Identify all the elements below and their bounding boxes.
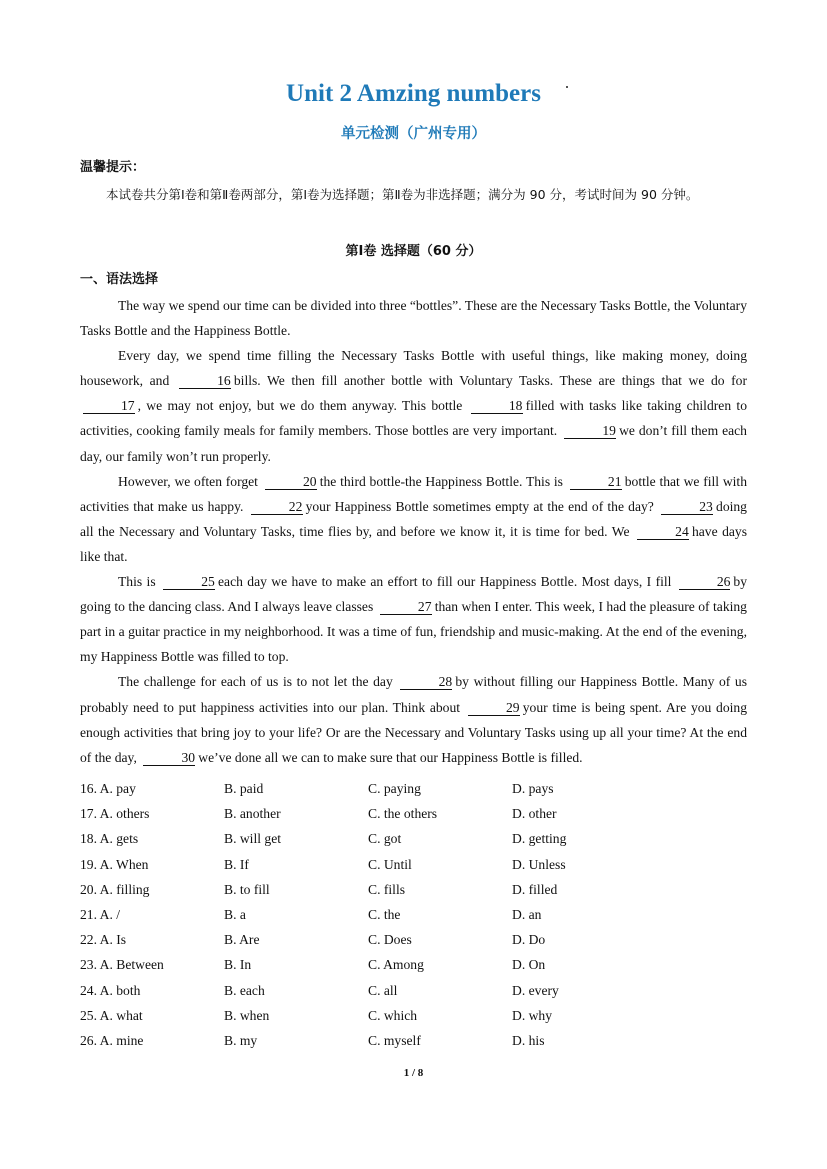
option-d: D. other [512,806,557,822]
paragraph-1: The way we spend our time can be divided into three “bottles”. These are the Necessary Tasks Bottle, the Voluntary Tasks Bottle and the Happiness Bottle. [80,298,747,339]
blank-19: 19 [564,423,616,439]
option-a: 21. A. / [80,906,121,922]
option-c: C. got [368,831,402,847]
blank-29: 29 [468,700,520,716]
text-segment: by without filling our Happiness Bottle. Many of us probably need to put happiness activities into our plan. Think about [80,674,748,715]
exam-notice: 本试卷共分第Ⅰ卷和第Ⅱ卷两部分，第Ⅰ卷为选择题；第Ⅱ卷为非选择题；满分为 90 分，考试时间为 90 分钟。 [106,187,699,202]
option-c: C. Among [368,957,424,973]
option-row-23 [80,952,747,977]
blank-22: 22 [251,499,303,515]
option-a: 22. A. Is [80,932,127,948]
text-segment: your Happiness Bottle sometimes empty at the end of the day? [305,498,654,514]
blank-28: 28 [400,674,452,690]
text-segment: However, we often forget [118,473,258,489]
option-row-22 [80,927,747,952]
text-segment: , we may not enjoy, but we do them anyway. This bottle [137,398,463,414]
option-d: D. every [512,982,559,998]
option-a: 23. A. Between [80,957,164,973]
blank-24: 24 [637,524,689,540]
option-d: D. filled [512,881,558,897]
reading-passage [80,293,747,770]
option-d: D. why [512,1007,553,1023]
option-b: B. If [224,856,249,872]
option-b: B. when [224,1007,270,1023]
option-b: B. to fill [224,881,270,897]
text-segment: than when I enter. This week, I had the pleasure of taking part in a guitar practice in my neighborhood. It was a time of fun, friendship and music-making. At the end of the evening, my Happiness Bottle was filled to top. [80,599,747,665]
option-row-18 [80,826,747,851]
text-segment: have days like that. [80,523,747,564]
text-segment: your time is being spent. Are you doing enough activities that bring joy to your life? Or are the Necessary and Voluntary Tasks using up all your time? At the end of the day, [80,699,747,765]
paragraph-3 [80,469,747,569]
blank-18: 18 [471,398,523,414]
blank-25: 25 [163,574,215,590]
text-segment: bottle that we fill with activities that make us happy. [80,473,747,514]
document-subtitle: 单元检测（广州专用） [341,126,486,142]
document-title: Unit 2 Amzing numbers [286,80,541,107]
blank-23: 23 [661,499,713,515]
blank-20: 20 [265,474,317,490]
page-number: 1 / 8 [403,1067,424,1079]
option-b: B. Are [224,932,260,948]
text-segment: each day we have to make an effort to fill our Happiness Bottle. Most days, I fill [218,574,672,590]
option-row-16 [80,776,747,801]
option-row-24 [80,978,747,1003]
option-c: C. fills [368,881,406,897]
option-c: C. Does [368,932,412,948]
option-b: B. a [224,906,246,922]
blank-21: 21 [570,474,622,490]
option-row-17 [80,801,747,826]
option-row-20 [80,877,747,902]
option-a: 18. A. gets [80,831,139,847]
option-b: B. each [224,982,265,998]
option-c: C. all [368,982,398,998]
text-segment: the third bottle-the Happiness Bottle. This is [319,473,563,489]
option-b: B. paid [224,781,264,796]
option-d: D. an [512,906,542,922]
option-d: D. On [512,957,546,973]
blank-30: 30 [143,750,195,766]
option-b: B. another [224,806,281,822]
option-c: C. paying [368,781,421,796]
part-title: 第Ⅰ卷 选择题（60 分） [345,244,482,259]
blank-26: 26 [679,574,731,590]
blank-16: 16 [179,373,231,389]
paragraph-4 [80,569,747,669]
option-a: 16. A. pay [80,781,136,796]
option-c: C. myself [368,1032,421,1048]
option-c: C. Until [368,856,412,872]
section-title: 一、语法选择 [80,272,159,287]
text-segment: filled with tasks like taking children to activities, cooking family meals for family members. Those bottles are very important. [80,398,747,439]
option-a: 17. A. others [80,806,150,822]
option-b: B. will get [224,831,282,847]
option-a: 24. A. both [80,982,141,998]
option-c: C. the [368,906,401,922]
tip-label: 温馨提示： [80,160,146,175]
text-segment: bills. We then fill another bottle with Voluntary Tasks. These are things that we do for [233,373,747,389]
blank-27: 27 [380,599,432,615]
option-d: D. his [512,1032,545,1048]
option-d: D. Do [512,932,546,948]
text-segment: we don’t fill them each day, our family won’t run properly. [80,423,747,464]
blank-17: 17 [83,398,135,414]
option-row-25 [80,1003,747,1028]
option-row-26 [80,1028,747,1053]
option-c: C. the others [368,806,438,822]
answer-options [80,776,747,1053]
option-b: B. my [224,1032,258,1048]
option-a: 25. A. what [80,1007,143,1023]
option-d: D. pays [512,781,554,796]
text-segment: The challenge for each of us is to not let the day [118,674,393,690]
option-row-21 [80,902,747,927]
text-segment: by going to the dancing class. And I always leave classes [80,574,747,615]
option-d: D. getting [512,831,567,847]
text-segment: doing all the Necessary and Voluntary Tasks, time flies by, and before we know it, it is time for bed. We [80,498,747,539]
text-segment: Every day, we spend time filling the Necessary Tasks Bottle with useful things, like making money, doing housework, and [80,348,747,389]
option-a: 26. A. mine [80,1032,144,1048]
option-b: B. In [224,957,252,973]
paragraph-2 [80,343,747,468]
option-a: 20. A. filling [80,881,150,897]
text-segment: This is [118,574,156,590]
text-segment: we’ve done all we can to make sure that our Happiness Bottle is filled. [198,749,583,765]
option-c: C. which [368,1007,418,1023]
option-d: D. Unless [512,856,566,872]
stray-mark [566,86,568,88]
option-row-19 [80,852,747,877]
option-a: 19. A. When [80,856,149,872]
paragraph-5 [80,669,747,769]
